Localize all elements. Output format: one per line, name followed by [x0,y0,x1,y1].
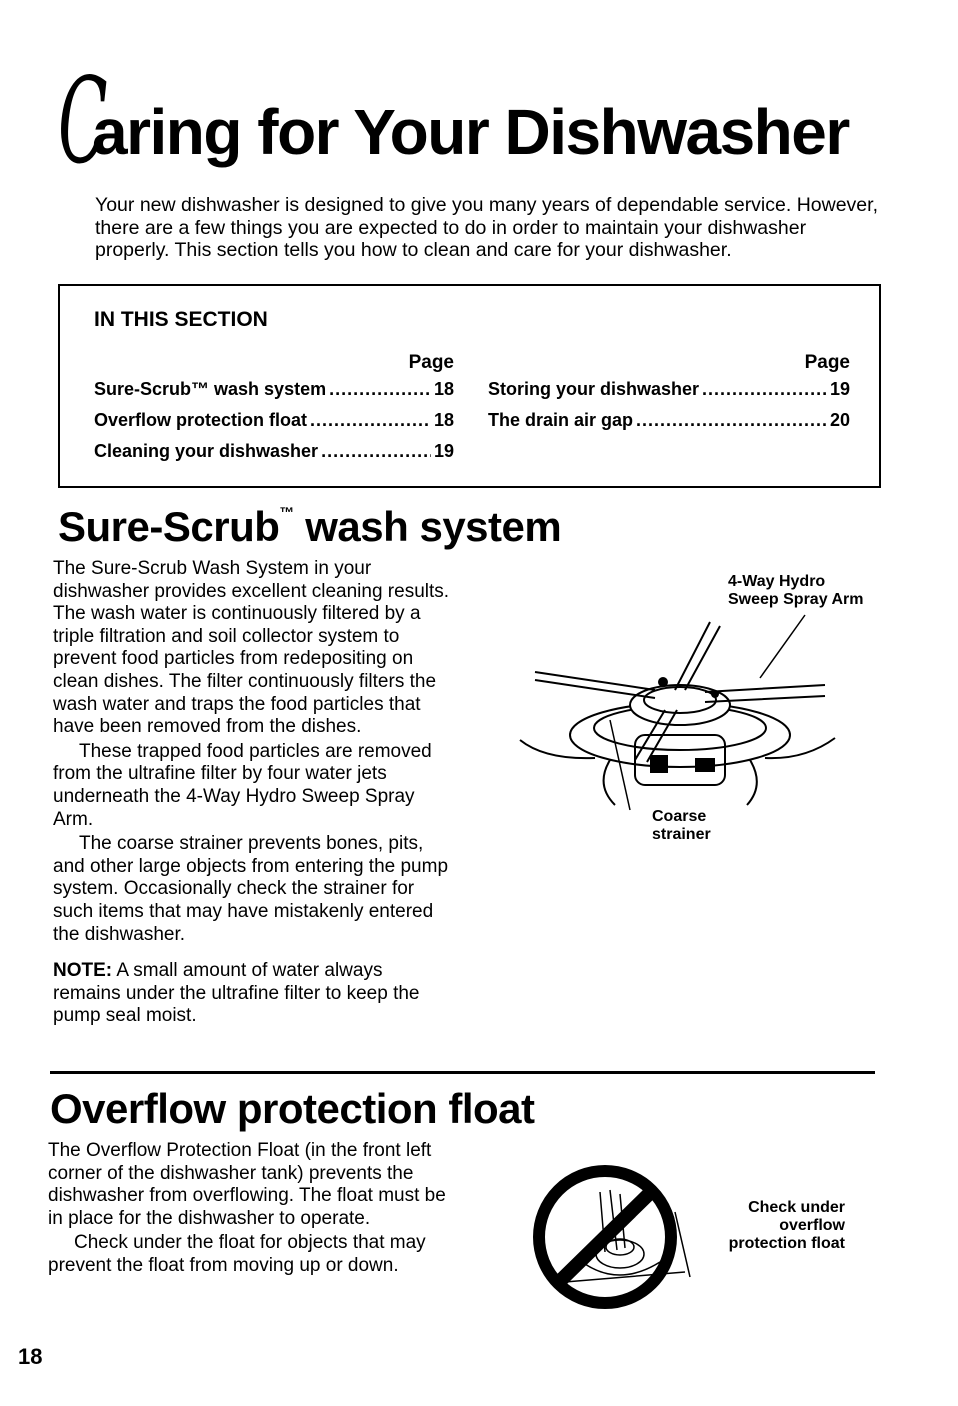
toc-entry-page: 18 [433,410,454,430]
toc-leader [702,379,827,400]
sure-scrub-note [53,960,453,1028]
page-title [58,52,918,190]
prohibition-slash [557,1190,653,1284]
sure-scrub-paragraph-1: The Sure-Scrub Wash System in your dishwasher provides excellent cleaning results. The wash water is continuously filtered by a triple filtration and soil collector system to prevent food particles from redepositing on clean dishes. The filter continuously filters the wash water and traps the food particles that have been removed from the dishes. [53,558,450,738]
toc-entry-page: 20 [829,410,850,430]
toc-entry-page: 19 [829,379,850,399]
overflow-float-illustration [525,1162,705,1312]
toc-entry[interactable] [94,441,454,472]
spray-arm-drawing [520,615,835,810]
toc-entry-label: Storing your dishwasher [488,379,700,399]
trademark-mark: ™ [279,505,295,522]
toc-left-column [94,352,454,472]
sure-scrub-heading-text: Sure-Scrub [58,503,280,550]
toc-entry[interactable] [488,410,850,441]
sure-scrub-paragraph-2: These trapped food particles are removed from the ultrafine filter by four water jets underneath the 4-Way Hydro Sweep Spray Arm. [53,740,432,830]
overflow-paragraph-1: The Overflow Protection Float (in the front left corner of the dishwasher tank) prevents the dishwasher from overflowing. The float must be in place for the dishwasher to operate. [48,1140,446,1229]
float-label-line-2: overflow [779,1217,845,1234]
spray-arm-label-line-1: 4-Way Hydro [728,573,826,590]
note-text: A small amount of water always remains under the ultrafine filter to keep the pump seal moist. [53,960,420,1027]
toc-entry-label: The drain air gap [488,410,634,430]
sure-scrub-paragraph-3: The coarse strainer prevents bones, pits, and other large objects from entering the pump system. Occasionally check the strainer for such items that may have mistakenly entered the dishwasher. [53,833,449,945]
toc-entry[interactable] [94,410,454,441]
overflow-heading: Overflow protection float [50,1085,535,1132]
toc-page-header: Page [804,352,850,373]
in-this-section-box [58,284,881,488]
toc-entry-label: Cleaning your dishwasher [94,441,319,461]
sure-scrub-heading-rest: wash system [294,503,562,550]
spray-arm-label [728,573,863,609]
toc-leader [321,441,431,462]
toc-entry-page: 19 [433,441,454,461]
float-label [700,1199,845,1253]
intro-paragraph: Your new dishwasher is designed to give you many years of dependable service. However, there are a few things you are expected to do in order to maintain your dishwasher properly. This section tells you how to clean and care for your dishwasher. [95,194,878,261]
toc-entry-label: Overflow protection float [94,410,308,430]
sure-scrub-heading [58,503,562,550]
float-label-line-3: protection float [728,1235,845,1252]
toc-leader [636,410,827,431]
float-label-line-1: Check under [748,1199,845,1216]
title-initial: C [58,52,108,190]
spray-arm-illustration [515,610,845,825]
section-divider [50,1071,875,1074]
coarse-strainer-label-line-2: strainer [652,826,711,843]
sure-scrub-body [53,558,453,1028]
overflow-body [48,1140,448,1278]
toc-entry[interactable] [488,379,850,410]
toc-entry-page: 18 [433,379,454,399]
page-number: 18 [18,1344,43,1369]
toc-entry[interactable] [94,379,454,410]
in-this-section-heading: IN THIS SECTION [94,308,268,331]
toc-entry-label: Sure-Scrub™ wash system [94,379,327,399]
note-label: NOTE: [53,960,113,982]
coarse-strainer-label-line-1: Coarse [652,808,707,825]
toc-page-header: Page [408,352,454,373]
coarse-strainer-label [652,808,711,844]
toc-leader [329,379,431,400]
toc-leader [310,410,431,431]
spray-arm-label-line-2: Sweep Spray Arm [728,591,864,608]
toc-right-column [488,352,850,441]
overflow-paragraph-2: Check under the float for objects that may prevent the float from moving up or down. [48,1232,426,1276]
title-text: aring for Your Dishwasher [92,96,849,168]
